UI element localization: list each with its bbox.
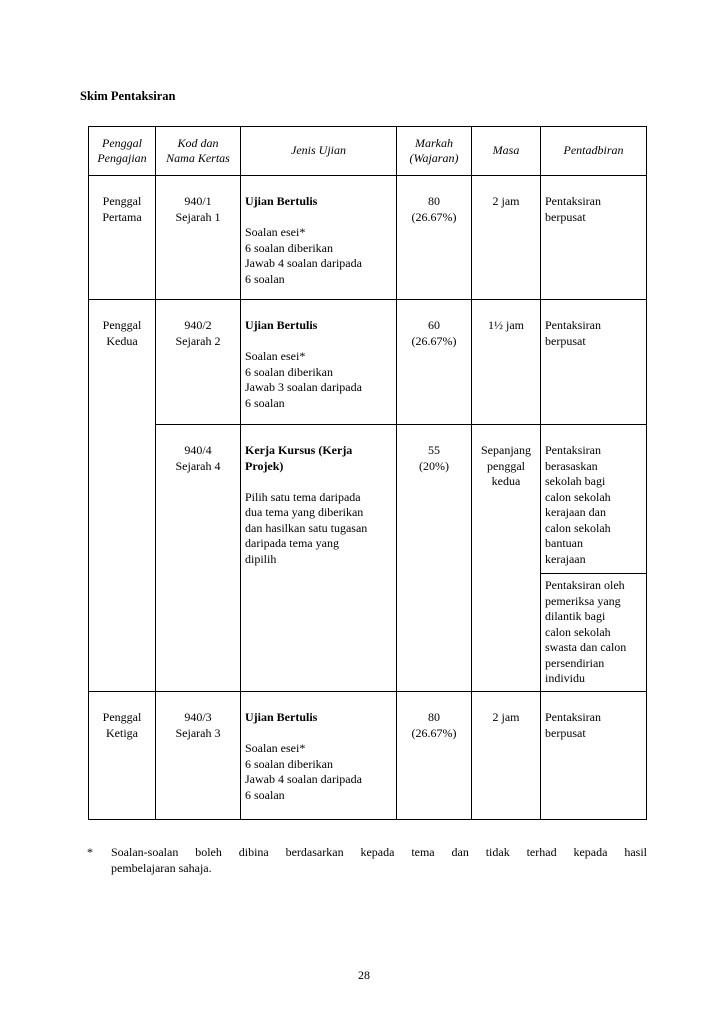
pentadbiran-cell: Pentaksiran berpusat: [541, 692, 647, 820]
header-markah: Markah (Wajaran): [397, 127, 472, 176]
assessment-table: [88, 126, 647, 820]
masa-cell: 2 jam: [472, 176, 541, 300]
footnote: [87, 844, 647, 876]
markah-cell: 60 (26.67%): [397, 300, 472, 425]
header-jenis: Jenis Ujian: [241, 127, 397, 176]
kod-cell: 940/4 Sejarah 4: [156, 425, 241, 692]
pentadbiran-cell: Pentaksiran berpusat: [541, 176, 647, 300]
markah-cell: 80 (26.67%): [397, 692, 472, 820]
table-row: [89, 692, 647, 820]
markah-cell: 80 (26.67%): [397, 176, 472, 300]
table-row: [89, 300, 647, 425]
masa-cell: Sepanjang penggal kedua: [472, 425, 541, 692]
masa-cell: 2 jam: [472, 692, 541, 820]
pentadbiran-cell: Pentaksiran berpusat: [541, 300, 647, 425]
penggal-cell: Penggal Pertama: [89, 176, 156, 300]
jenis-cell: Ujian Bertulis Soalan esei* 6 soalan diberikan Jawab 4 soalan daripada 6 soalan: [241, 176, 397, 300]
pentadbiran-cell-2: Pentaksiran oleh pemeriksa yang dilantik bagi calon sekolah swasta dan calon persendirian individu: [541, 574, 647, 692]
page-number: 28: [358, 968, 370, 982]
penggal-cell: Penggal Ketiga: [89, 692, 156, 820]
kod-cell: 940/2 Sejarah 2: [156, 300, 241, 425]
table-row: [89, 176, 647, 300]
table-header-row: [89, 127, 647, 176]
header-masa: Masa: [472, 127, 541, 176]
footnote-line-1: Soalan-soalan boleh dibina berdasarkan kepada tema dan tidak terhad kepada hasil: [111, 845, 647, 859]
header-penggal: Penggal Pengajian: [89, 127, 156, 176]
markah-cell: 55 (20%): [397, 425, 472, 692]
header-pentadbiran: Pentadbiran: [541, 127, 647, 176]
table-row: [89, 425, 647, 574]
kod-cell: 940/1 Sejarah 1: [156, 176, 241, 300]
jenis-cell: Ujian Bertulis Soalan esei* 6 soalan diberikan Jawab 3 soalan daripada 6 soalan: [241, 300, 397, 425]
footnote-marker: *: [87, 845, 93, 859]
jenis-cell: Kerja Kursus (Kerja Projek) Pilih satu tema daripada dua tema yang diberikan dan hasilkan satu tugasan daripada tema yang dipilih: [241, 425, 397, 692]
penggal-cell: Penggal Kedua: [89, 300, 156, 692]
section-title: Skim Pentaksiran: [80, 89, 176, 103]
footnote-line-2: pembelajaran sahaja.: [111, 861, 212, 875]
masa-cell: 1½ jam: [472, 300, 541, 425]
pentadbiran-cell: Pentaksiran berasaskan sekolah bagi calon sekolah kerajaan dan calon sekolah bantuan kerajaan: [541, 425, 647, 574]
kod-cell: 940/3 Sejarah 3: [156, 692, 241, 820]
jenis-cell: Ujian Bertulis Soalan esei* 6 soalan diberikan Jawab 4 soalan daripada 6 soalan: [241, 692, 397, 820]
header-kod: Kod dan Nama Kertas: [156, 127, 241, 176]
